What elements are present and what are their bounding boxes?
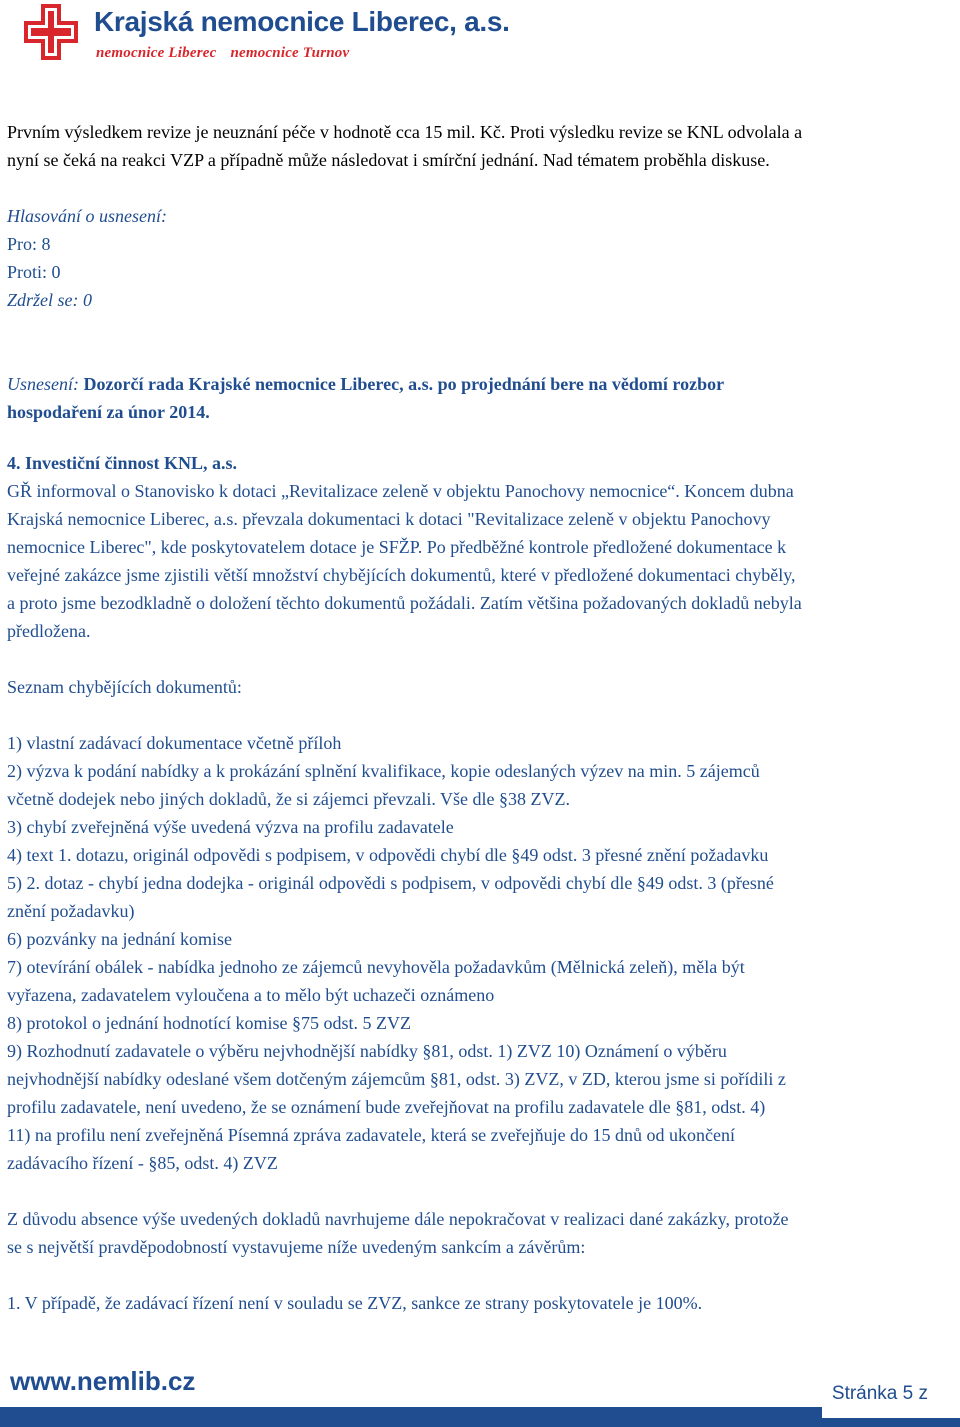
vote-heading: Hlasování o usnesení:: [7, 206, 167, 226]
brand-name: Krajská nemocnice Liberec, a.s.: [94, 6, 510, 37]
list-item: 6) pozvánky na jednání komise: [7, 929, 232, 949]
list-item: zadávacího řízení - §85, odst. 4) ZVZ: [7, 1153, 278, 1173]
conclusion-text: [7, 1205, 953, 1261]
vote-pro: Pro: 8: [7, 234, 51, 254]
missing-docs-heading: Seznam chybějících dokumentů:: [7, 677, 242, 697]
list-item: 3) chybí zveřejněná výše uvedená výzva na profilu zadavatele: [7, 817, 454, 837]
intro-line-1: Prvním výsledkem revize je neuznání péče v hodnotě cca 15 mil. Kč. Proti výsledku revize se KNL odvolala a: [7, 122, 803, 142]
list-item: znění požadavku): [7, 901, 135, 921]
list-item: včetně dodejek nebo jiných dokladů, že si zájemci převzali. Vše dle §38 ZVZ.: [7, 789, 570, 809]
resolution-line-2: hospodaření za únor 2014.: [7, 402, 210, 422]
list-item: 9) Rozhodnutí zadavatele o výběru nejvhodnější nabídky §81, odst. 1) ZVZ 10) Oznámení o výběru: [7, 1041, 727, 1061]
list-item: nejvhodnější nabídky odeslané všem dotčeným zájemcům §81, odst. 3) ZVZ, v ZD, kterou jsme si pořídili z: [7, 1069, 786, 1089]
conclusion-line: se s největší pravděpodobností vystavujeme níže uvedeným sankcím a závěrům:: [7, 1237, 586, 1257]
brand-sub-liberec: nemocnice Liberec: [96, 45, 217, 61]
list-item: 7) otevírání obálek - nabídka jednoho ze zájemců nevyhověla požadavkům (Mělnická zeleň), měla být: [7, 957, 745, 977]
section-4-line: veřejné zakázce jsme zjistili větší množství chybějících dokumentů, které v předložené dokumentaci chyběly,: [7, 565, 796, 585]
list-item: 2) výzva k podání nabídky a k prokázání splnění kvalifikace, kopie odeslaných výzev na min. 5 zájemců: [7, 761, 760, 781]
missing-docs-list: [7, 729, 953, 1177]
vote-proti: Proti: 0: [7, 262, 61, 282]
section-4-text: [7, 477, 953, 645]
vote-abstain: Zdržel se: 0: [7, 290, 92, 310]
list-item: 8) protokol o jednání hodnotící komise §75 odst. 5 ZVZ: [7, 1013, 411, 1033]
hospital-cross-logo-icon: [22, 2, 80, 62]
section-4-line: GŘ informoval o Stanovisko k dotaci „Revitalizace zeleně v objektu Panochovy nemocnice“. Koncem dubna: [7, 481, 794, 501]
brand-sub-turnov: nemocnice Turnov: [230, 45, 350, 61]
footer-website-link[interactable]: www.nemlib.cz: [10, 1366, 196, 1396]
conclusion-line: Z důvodu absence výše uvedených dokladů navrhujeme dále nepokračovat v realizaci dané zakázky, protože: [7, 1209, 789, 1229]
brand-subtitle: [96, 45, 349, 62]
section-4-heading: 4. Investiční činnost KNL, a.s.: [7, 453, 238, 473]
section-4-line: a proto jsme bezodkladně o doložení těchto dokumentů požádali. Zatím většina požadovaných dokladů nebyla: [7, 593, 802, 613]
section-4-line: Krajská nemocnice Liberec, a.s. převzala dokumentaci k dotaci "Revitalizace zeleně v objektu Panochovy: [7, 509, 771, 529]
resolution-text: Dozorčí rada Krajské nemocnice Liberec, a.s. po projednání bere na vědomí rozbor: [78, 374, 725, 394]
document-body: [7, 118, 953, 1317]
list-item: 5) 2. dotaz - chybí jedna dodejka - originál odpovědi s podpisem, v odpovědi chybí dle §49 odst. 3 (přesné: [7, 873, 774, 893]
page-number: Stránka 5 z: [822, 1378, 960, 1418]
list-item: 4) text 1. dotazu, originál odpovědi s podpisem, v odpovědi chybí dle §49 odst. 3 přesné znění požadavku: [7, 845, 769, 865]
intro-line-2: nyní se čeká na reakci VZP a případně může následovat i smírční jednání. Nad tématem proběhla diskuse.: [7, 150, 770, 170]
resolution-label: Usnesení:: [7, 374, 79, 394]
list-item: vyřazena, zadavatelem vyloučena a to mělo být uchazeči oznámeno: [7, 985, 495, 1005]
resolution-line-1: [7, 370, 953, 398]
section-4-line: předložena.: [7, 621, 91, 641]
footer-bar: [0, 1407, 960, 1427]
list-item: 1) vlastní zadávací dokumentace včetně příloh: [7, 733, 342, 753]
section-4-line: nemocnice Liberec", kde poskytovatelem dotace je SFŽP. Po předběžné kontrole předložené dokumentace k: [7, 537, 787, 557]
list-item: profilu zadavatele, není uvedeno, že se oznámení bude zveřejňovat na profilu zadavatele dle §81, odst. 4): [7, 1097, 766, 1117]
page-header: [0, 0, 960, 90]
sanction-item: 1. V případě, že zadávací řízení není v souladu se ZVZ, sankce ze strany poskytovatele je 100%.: [7, 1293, 703, 1313]
list-item: 11) na profilu není zveřejněná Písemná zpráva zadavatele, která se zveřejňuje do 15 dnů od ukončení: [7, 1125, 736, 1145]
